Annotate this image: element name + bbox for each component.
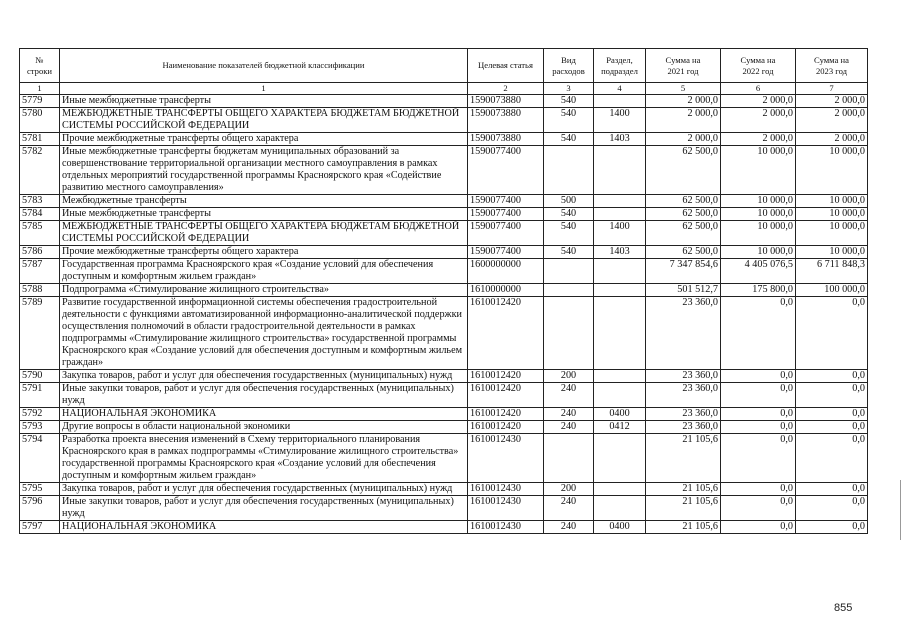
row-number: 5784	[20, 208, 60, 221]
sum-2022: 10 000,0	[721, 221, 796, 246]
sum-2023: 0,0	[796, 521, 868, 534]
sum-2021: 21 105,6	[646, 521, 721, 534]
table-row	[20, 195, 868, 208]
header-section: Раздел, подраздел	[594, 49, 646, 83]
row-number: 5792	[20, 408, 60, 421]
table-row	[20, 208, 868, 221]
table-row	[20, 370, 868, 383]
column-number: 5	[646, 83, 721, 95]
sum-2022: 0,0	[721, 496, 796, 521]
sum-2022: 0,0	[721, 370, 796, 383]
row-number: 5797	[20, 521, 60, 534]
table-body	[20, 95, 868, 534]
sum-2021: 62 500,0	[646, 195, 721, 208]
sum-2023: 10 000,0	[796, 221, 868, 246]
header-sum-2023: Сумма на 2023 год	[796, 49, 868, 83]
row-number: 5787	[20, 259, 60, 284]
sum-2021: 23 360,0	[646, 297, 721, 370]
sum-2021: 62 500,0	[646, 208, 721, 221]
sum-2022: 2 000,0	[721, 133, 796, 146]
expense-type-code: 200	[544, 370, 594, 383]
row-number: 5786	[20, 246, 60, 259]
indicator-name: Прочие межбюджетные трансферты общего характера	[60, 246, 468, 259]
sum-2023: 10 000,0	[796, 146, 868, 195]
target-item-code: 1610000000	[468, 284, 544, 297]
section-code: 1400	[594, 108, 646, 133]
indicator-name: Иные закупки товаров, работ и услуг для обеспечения государственных (муниципальных) нужд	[60, 496, 468, 521]
sum-2023: 2 000,0	[796, 108, 868, 133]
target-item-code: 1590073880	[468, 95, 544, 108]
sum-2023: 0,0	[796, 370, 868, 383]
row-number: 5788	[20, 284, 60, 297]
row-number: 5781	[20, 133, 60, 146]
expense-type-code	[544, 284, 594, 297]
section-code	[594, 434, 646, 483]
expense-type-code	[544, 434, 594, 483]
expense-type-code: 540	[544, 246, 594, 259]
target-item-code: 1610012430	[468, 521, 544, 534]
column-number: 2	[468, 83, 544, 95]
page-number: 855	[834, 602, 853, 614]
column-number: 3	[544, 83, 594, 95]
indicator-name: Иные межбюджетные трансферты бюджетам муниципальных образований за совершенствование территориальной организации местного самоуправления в рамках отдельных мероприятий государственной программы Красноярского края «Содействие развитию местного самоуправления»	[60, 146, 468, 195]
sum-2022: 2 000,0	[721, 95, 796, 108]
row-number: 5790	[20, 370, 60, 383]
indicator-name: Другие вопросы в области национальной экономики	[60, 421, 468, 434]
section-code: 1403	[594, 133, 646, 146]
table-row	[20, 108, 868, 133]
row-number: 5789	[20, 297, 60, 370]
header-row	[20, 49, 868, 83]
sum-2023: 10 000,0	[796, 246, 868, 259]
sum-2023: 10 000,0	[796, 208, 868, 221]
sum-2023: 0,0	[796, 421, 868, 434]
table-row	[20, 496, 868, 521]
sum-2023: 0,0	[796, 434, 868, 483]
target-item-code: 1590077400	[468, 146, 544, 195]
row-number: 5793	[20, 421, 60, 434]
sum-2023: 0,0	[796, 383, 868, 408]
sum-2021: 21 105,6	[646, 434, 721, 483]
indicator-name: Прочие межбюджетные трансферты общего характера	[60, 133, 468, 146]
row-number: 5779	[20, 95, 60, 108]
indicator-name: Развитие государственной информационной системы обеспечения градостроительной деятельности с функциями автоматизированной информационно-аналитической поддержки осуществления полномочий в области градостроительной деятельности в рамках подпрограммы «Стимулирование жилищного строительства» государственной программы Красноярского края «Создание условий для обеспечения доступным и комфортным жильем граждан»	[60, 297, 468, 370]
target-item-code: 1610012430	[468, 496, 544, 521]
section-code: 1400	[594, 221, 646, 246]
sum-2022: 4 405 076,5	[721, 259, 796, 284]
table-row	[20, 421, 868, 434]
expense-type-code: 540	[544, 108, 594, 133]
sum-2022: 0,0	[721, 383, 796, 408]
header-target-item: Целевая статья	[468, 49, 544, 83]
section-code	[594, 370, 646, 383]
target-item-code: 1610012420	[468, 421, 544, 434]
indicator-name: Государственная программа Красноярского края «Создание условий для обеспечения доступным и комфортным жильем граждан»	[60, 259, 468, 284]
section-code	[594, 146, 646, 195]
sum-2021: 62 500,0	[646, 221, 721, 246]
expense-type-code: 540	[544, 221, 594, 246]
header-sum-2021: Сумма на 2021 год	[646, 49, 721, 83]
expense-type-code	[544, 259, 594, 284]
indicator-name: НАЦИОНАЛЬНАЯ ЭКОНОМИКА	[60, 521, 468, 534]
indicator-name: Закупка товаров, работ и услуг для обеспечения государственных (муниципальных) нужд	[60, 483, 468, 496]
indicator-name: Закупка товаров, работ и услуг для обеспечения государственных (муниципальных) нужд	[60, 370, 468, 383]
sum-2023: 0,0	[796, 408, 868, 421]
header-row-number: № строки	[20, 49, 60, 83]
row-number: 5783	[20, 195, 60, 208]
sum-2022: 0,0	[721, 521, 796, 534]
row-number: 5780	[20, 108, 60, 133]
sum-2022: 10 000,0	[721, 208, 796, 221]
expense-type-code: 240	[544, 408, 594, 421]
expense-type-code: 240	[544, 521, 594, 534]
sum-2022: 10 000,0	[721, 195, 796, 208]
indicator-name: МЕЖБЮДЖЕТНЫЕ ТРАНСФЕРТЫ ОБЩЕГО ХАРАКТЕРА БЮДЖЕТАМ БЮДЖЕТНОЙ СИСТЕМЫ РОССИЙСКОЙ ФЕДЕРАЦИИ	[60, 221, 468, 246]
table-row	[20, 246, 868, 259]
row-number: 5796	[20, 496, 60, 521]
target-item-code: 1610012420	[468, 370, 544, 383]
expense-type-code: 200	[544, 483, 594, 496]
row-number: 5785	[20, 221, 60, 246]
section-code	[594, 259, 646, 284]
sum-2022: 2 000,0	[721, 108, 796, 133]
section-code	[594, 195, 646, 208]
table-row	[20, 434, 868, 483]
row-number: 5794	[20, 434, 60, 483]
sum-2021: 2 000,0	[646, 133, 721, 146]
indicator-name: Межбюджетные трансферты	[60, 195, 468, 208]
expense-type-code	[544, 146, 594, 195]
table-row	[20, 408, 868, 421]
table-row	[20, 284, 868, 297]
target-item-code: 1600000000	[468, 259, 544, 284]
header-sum-2022: Сумма на 2022 год	[721, 49, 796, 83]
sum-2023: 6 711 848,3	[796, 259, 868, 284]
section-code: 0400	[594, 521, 646, 534]
section-code: 1403	[594, 246, 646, 259]
sum-2021: 2 000,0	[646, 95, 721, 108]
sum-2023: 2 000,0	[796, 95, 868, 108]
margin-bracket	[900, 480, 905, 540]
table-row	[20, 259, 868, 284]
sum-2021: 62 500,0	[646, 146, 721, 195]
header-expense-type: Вид расходов	[544, 49, 594, 83]
sum-2023: 0,0	[796, 297, 868, 370]
column-number: 1	[20, 83, 60, 95]
indicator-name: Иные межбюджетные трансферты	[60, 208, 468, 221]
sum-2021: 501 512,7	[646, 284, 721, 297]
section-code	[594, 284, 646, 297]
table-row	[20, 221, 868, 246]
sum-2021: 7 347 854,6	[646, 259, 721, 284]
table-row	[20, 297, 868, 370]
sum-2021: 23 360,0	[646, 421, 721, 434]
section-code	[594, 208, 646, 221]
target-item-code: 1610012420	[468, 408, 544, 421]
section-code	[594, 483, 646, 496]
sum-2021: 21 105,6	[646, 483, 721, 496]
row-number: 5791	[20, 383, 60, 408]
sum-2022: 0,0	[721, 434, 796, 483]
table-row	[20, 521, 868, 534]
section-code	[594, 383, 646, 408]
table-row	[20, 483, 868, 496]
column-number: 4	[594, 83, 646, 95]
target-item-code: 1590077400	[468, 208, 544, 221]
expense-type-code: 500	[544, 195, 594, 208]
sum-2022: 175 800,0	[721, 284, 796, 297]
target-item-code: 1590077400	[468, 221, 544, 246]
sum-2022: 0,0	[721, 483, 796, 496]
column-number: 6	[721, 83, 796, 95]
sum-2021: 23 360,0	[646, 408, 721, 421]
indicator-name: Разработка проекта внесения изменений в Схему территориального планирования Красноярского края в рамках подпрограммы «Стимулирование жилищного строительства» государственной программы Красноярского края «Создание условий для обеспечения доступным и комфортным жильем граждан»	[60, 434, 468, 483]
sum-2023: 0,0	[796, 496, 868, 521]
target-item-code: 1590077400	[468, 246, 544, 259]
column-number-row	[20, 83, 868, 95]
table-row	[20, 133, 868, 146]
sum-2021: 21 105,6	[646, 496, 721, 521]
sum-2023: 100 000,0	[796, 284, 868, 297]
section-code	[594, 297, 646, 370]
sum-2021: 62 500,0	[646, 246, 721, 259]
expense-type-code: 240	[544, 496, 594, 521]
sum-2023: 10 000,0	[796, 195, 868, 208]
indicator-name: Иные закупки товаров, работ и услуг для обеспечения государственных (муниципальных) нужд	[60, 383, 468, 408]
sum-2022: 10 000,0	[721, 246, 796, 259]
expense-type-code: 540	[544, 133, 594, 146]
table-row	[20, 95, 868, 108]
row-number: 5795	[20, 483, 60, 496]
sum-2021: 23 360,0	[646, 370, 721, 383]
sum-2021: 23 360,0	[646, 383, 721, 408]
budget-table	[19, 48, 868, 534]
sum-2023: 0,0	[796, 483, 868, 496]
header-indicator-name: Наименование показателей бюджетной классификации	[60, 49, 468, 83]
expense-type-code: 240	[544, 383, 594, 408]
sum-2022: 0,0	[721, 421, 796, 434]
row-number: 5782	[20, 146, 60, 195]
sum-2022: 0,0	[721, 408, 796, 421]
target-item-code: 1610012430	[468, 483, 544, 496]
target-item-code: 1610012430	[468, 434, 544, 483]
sum-2022: 10 000,0	[721, 146, 796, 195]
column-number: 1	[60, 83, 468, 95]
target-item-code: 1610012420	[468, 297, 544, 370]
expense-type-code	[544, 297, 594, 370]
indicator-name: МЕЖБЮДЖЕТНЫЕ ТРАНСФЕРТЫ ОБЩЕГО ХАРАКТЕРА БЮДЖЕТАМ БЮДЖЕТНОЙ СИСТЕМЫ РОССИЙСКОЙ ФЕДЕРАЦИИ	[60, 108, 468, 133]
column-number: 7	[796, 83, 868, 95]
target-item-code: 1590073880	[468, 108, 544, 133]
indicator-name: НАЦИОНАЛЬНАЯ ЭКОНОМИКА	[60, 408, 468, 421]
section-code	[594, 496, 646, 521]
expense-type-code: 540	[544, 208, 594, 221]
table-row	[20, 146, 868, 195]
expense-type-code: 540	[544, 95, 594, 108]
indicator-name: Подпрограмма «Стимулирование жилищного строительства»	[60, 284, 468, 297]
indicator-name: Иные межбюджетные трансферты	[60, 95, 468, 108]
target-item-code: 1590073880	[468, 133, 544, 146]
section-code: 0400	[594, 408, 646, 421]
sum-2021: 2 000,0	[646, 108, 721, 133]
sum-2023: 2 000,0	[796, 133, 868, 146]
target-item-code: 1610012420	[468, 383, 544, 408]
sum-2022: 0,0	[721, 297, 796, 370]
table-row	[20, 383, 868, 408]
section-code: 0412	[594, 421, 646, 434]
target-item-code: 1590077400	[468, 195, 544, 208]
expense-type-code: 240	[544, 421, 594, 434]
section-code	[594, 95, 646, 108]
